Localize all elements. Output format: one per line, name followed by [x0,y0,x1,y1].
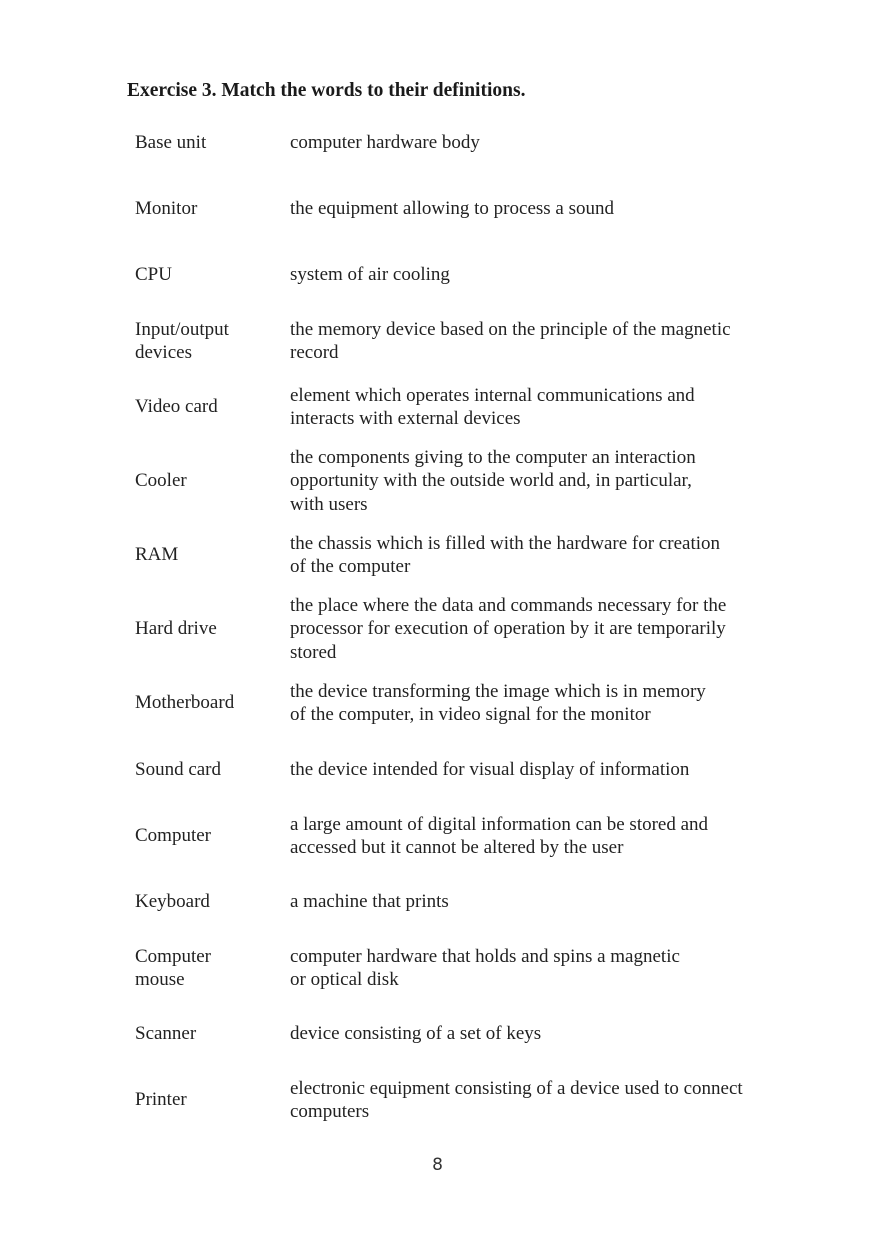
definition-line: with users [290,493,368,515]
definition-line: of the computer [290,556,411,577]
term-line: mouse [135,969,185,990]
definition-line: computer hardware that holds and spins a magnetic [290,945,680,967]
term-line: Video card [135,396,218,418]
definition-cell [290,446,795,517]
table-row [135,197,795,221]
exercise-title: Exercise 3. Match the words to their definitions. [127,80,526,101]
table-row [135,813,795,860]
definition-line: processor for execution of operation by it are temporarily [290,618,726,640]
term-cell [135,1088,290,1112]
term-line: Cooler [135,470,187,492]
definition-line: the place where the data and commands necessary for the [290,594,727,616]
definition-line: the device intended for visual display of information [290,759,690,781]
table-row [135,758,795,782]
table-row [135,945,795,992]
term-line: devices [135,342,192,363]
definition-cell [290,131,795,155]
term-line: Sound card [135,759,222,781]
table-row [135,131,795,155]
table-row [135,680,795,727]
term-line: Computer [135,945,211,967]
definition-line: system of air cooling [290,264,450,286]
definition-line: accessed but it cannot be altered by the user [290,837,624,858]
definition-line: record [290,342,339,363]
table-row [135,384,795,431]
definition-line: computers [290,1101,370,1122]
table-row [135,446,795,517]
term-cell [135,395,290,419]
definition-cell [290,945,795,992]
term-line: Input/output [135,318,229,340]
definition-line: device consisting of a set of keys [290,1023,542,1045]
term-line: Keyboard [135,891,210,913]
definition-line: the equipment allowing to process a sound [290,198,614,220]
term-cell [135,1022,290,1046]
term-line: Computer [135,825,211,847]
term-cell [135,543,290,567]
term-line: Motherboard [135,692,235,714]
term-cell [135,263,290,287]
definition-line: the device transforming the image which is in memory [290,680,706,702]
definition-line: the memory device based on the principle of the magnetic [290,318,731,340]
definition-line: interacts with external devices [290,408,521,429]
term-line: CPU [135,264,172,286]
definition-line: computer hardware body [290,132,480,154]
definition-line: of the computer, in video signal for the monitor [290,704,651,725]
definition-cell [290,813,795,860]
term-cell [135,131,290,155]
definition-line: a large amount of digital information can be stored and [290,813,709,835]
term-line: Monitor [135,198,198,220]
definition-line: the chassis which is filled with the hardware for creation [290,532,720,554]
term-cell [135,945,290,992]
definition-cell [290,890,795,914]
definition-cell [290,758,795,782]
term-cell [135,824,290,848]
definition-cell [290,1077,795,1124]
definition-line: stored [290,641,337,663]
term-line: Printer [135,1089,187,1111]
table-row [135,594,795,665]
definition-line: opportunity with the outside world and, in particular, [290,470,692,492]
term-cell [135,890,290,914]
definition-cell [290,263,795,287]
definition-cell [290,594,795,665]
term-line: RAM [135,544,179,566]
page-number: 8 [432,1155,443,1175]
term-cell [135,758,290,782]
definition-cell [290,318,795,365]
term-cell [135,691,290,715]
table-row [135,532,795,579]
table-row [135,890,795,914]
definition-cell [290,1022,795,1046]
table-row [135,1022,795,1046]
table-row [135,318,795,365]
term-cell [135,617,290,641]
definition-line: the components giving to the computer an interaction [290,446,696,468]
table-row [135,263,795,287]
term-line: Base unit [135,132,207,154]
term-cell [135,197,290,221]
definition-line: a machine that prints [290,891,449,913]
definition-cell [290,680,795,727]
term-line: Scanner [135,1023,197,1045]
definition-line: or optical disk [290,969,399,990]
definition-line: element which operates internal communications and [290,384,695,406]
definition-cell [290,532,795,579]
definition-cell [290,384,795,431]
definition-cell [290,197,795,221]
table-row [135,1077,795,1124]
term-cell [135,318,290,365]
definition-line: electronic equipment consisting of a device used to connect [290,1077,743,1099]
term-line: Hard drive [135,618,217,640]
term-cell [135,469,290,493]
